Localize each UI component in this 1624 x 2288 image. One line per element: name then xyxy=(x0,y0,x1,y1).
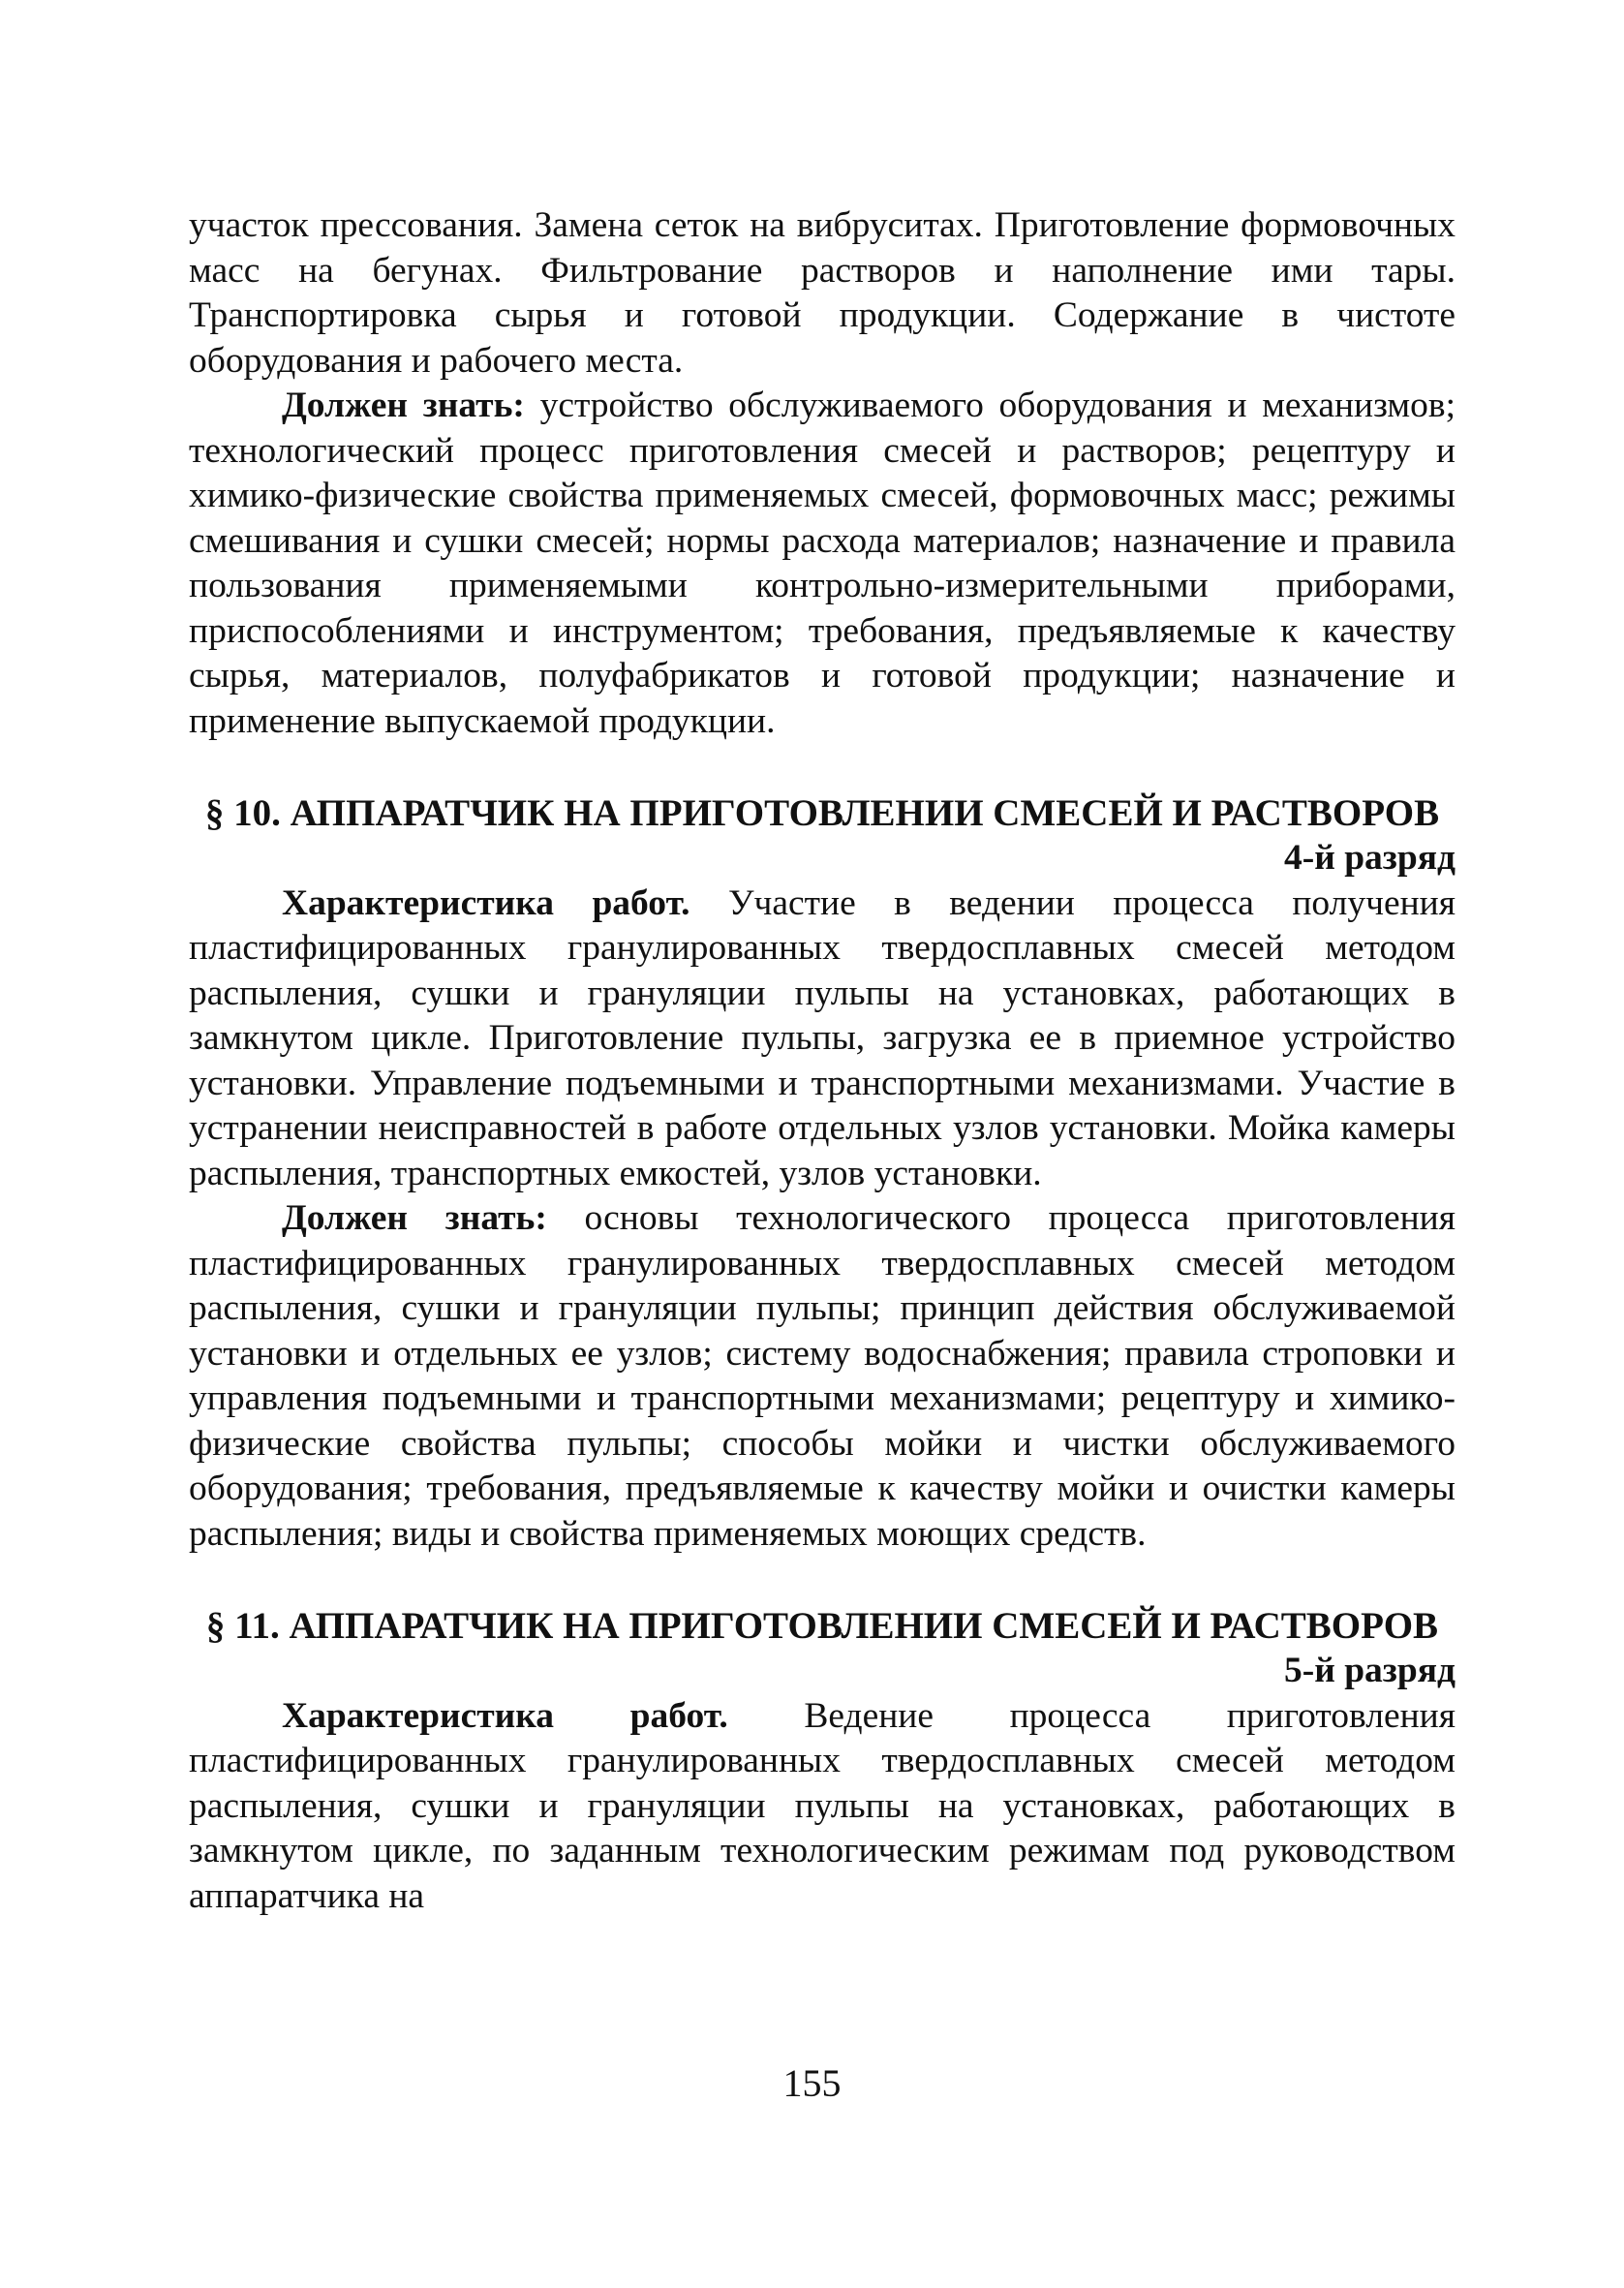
paragraph-text: основы технологического процесса приготовления пластифицированных гранулированных твердосплавных смесей методом распыления, сушки и грануляции пульпы; принцип действия обслуживаемой установки и отдельных ее узлов; систему водоснабжения; правила строповки и управления подъемными и транспортными механизмами; рецептуру и химико-физические свойства пульпы; способы мойки и чистки обслуживаемого оборудования; требования, предъявляемые к качеству мойки и очистки камеры распыления; виды и свойства применяемых моющих средств. xyxy=(189,1198,1455,1554)
paragraph-continuation xyxy=(189,203,1455,384)
paragraph-text: Участие в ведении процесса получения пластифицированных гранулированных твердосплавных смесей методом распыления, сушки и грануляции пульпы на установках, работающих в замкнутом цикле. Приготовление пульпы, загрузка ее в приемное устройство установки. Управление подъемными и транспортными механизмами. Участие в устранении неисправностей в работе отдельных узлов установки. Мойка камеры распыления, транспортных емкостей, узлов установки. xyxy=(189,882,1455,1193)
paragraph-text: Ведение процесса приготовления пластифицированных гранулированных твердосплавных смесей методом распыления, сушки и грануляции пульпы на установках, работающих в замкнутом цикле, по заданным технологическим режимам под руководством аппаратчика на xyxy=(189,1695,1455,1916)
paragraph-lead: Должен знать: xyxy=(282,386,525,425)
section-heading-11: § 11. АППАРАТЧИК НА ПРИГОТОВЛЕНИИ СМЕСЕЙ И РАСТВОРОВ xyxy=(205,1605,1439,1647)
paragraph-must-know xyxy=(189,384,1455,744)
spacer xyxy=(189,1557,1455,1603)
paragraph-work-description-11 xyxy=(189,1694,1455,1920)
grade-label-10: 4-й разряд xyxy=(1283,838,1455,878)
paragraph-must-know-10 xyxy=(189,1196,1455,1557)
page-content xyxy=(189,203,1455,1919)
page-number: 155 xyxy=(782,2061,842,2105)
grade-label-11: 5-й разряд xyxy=(1283,1651,1455,1690)
spacer xyxy=(189,744,1455,790)
paragraph-lead: Характеристика работ. xyxy=(282,882,690,923)
paragraph-lead: Должен знать: xyxy=(282,1198,547,1238)
paragraph-work-description-10 xyxy=(189,881,1455,1197)
section-heading-10: § 10. АППАРАТЧИК НА ПРИГОТОВЛЕНИИ СМЕСЕЙ И РАСТВОРОВ xyxy=(204,792,1440,834)
paragraph-lead: Характеристика работ. xyxy=(282,1695,728,1736)
paragraph-text: устройство обслуживаемого оборудования и механизмов; технологический процесс приготовления смесей и растворов; рецептуру и химико-физические свойства применяемых смесей, формовочных масс; режимы смешивания и сушки смесей; нормы расхода материалов; назначение и правила пользования применяемыми контрольно-измерительными приборами, приспособлениями и инструментом; требования, предъявляемые к качеству сырья, материалов, полуфабрикатов и готовой продукции; назначение и применение выпускаемой продукции. xyxy=(189,386,1455,741)
paragraph-text: участок прессования. Замена сеток на вибруситах. Приготовление формовочных масс на бегунах. Фильтрование растворов и наполнение ими тары. Транспортировка сырья и готовой продукции. Содержание в чистоте оборудования и рабочего места. xyxy=(189,205,1455,381)
